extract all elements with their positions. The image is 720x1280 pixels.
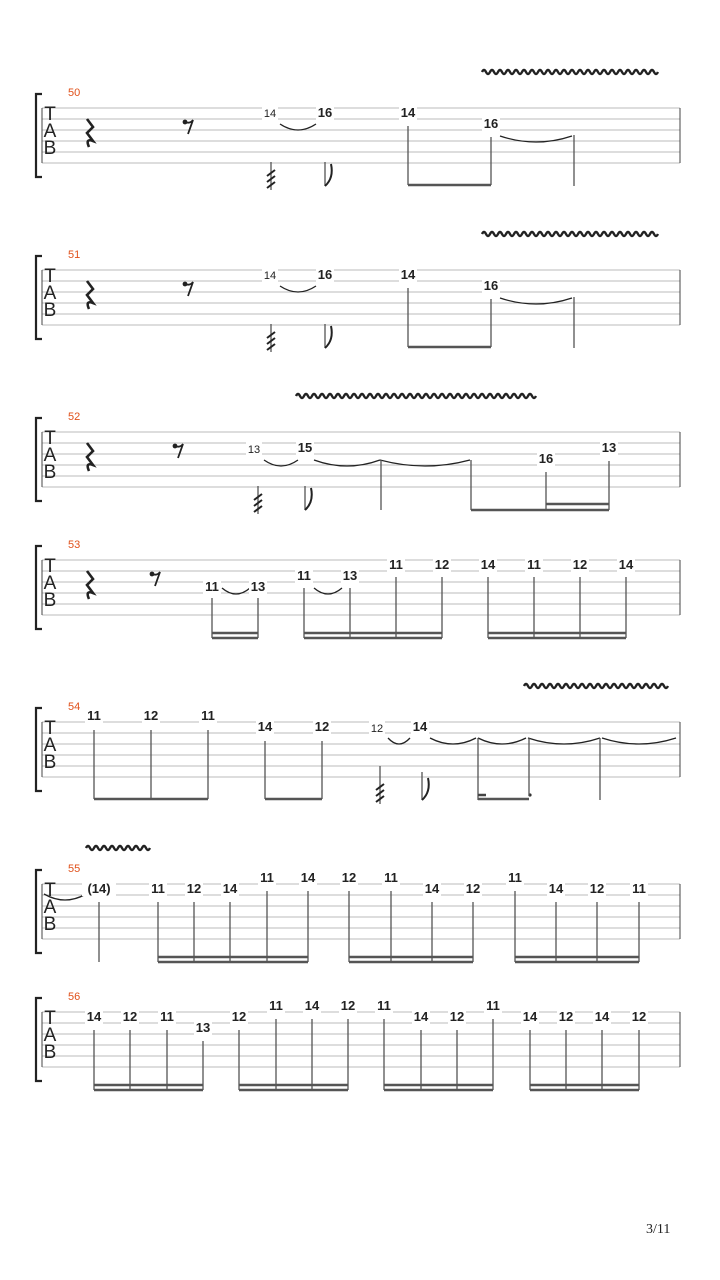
fret-number: 11 — [297, 568, 311, 583]
note-flag — [325, 326, 332, 348]
fret-number: 12 — [631, 1009, 647, 1024]
fret-number: 14 — [412, 719, 428, 734]
fret-number: 13 — [195, 1020, 211, 1035]
fret-number: 13 — [342, 568, 358, 583]
tab-clef-letter: A — [43, 735, 57, 756]
fret-number: 12 — [143, 708, 159, 723]
tie — [388, 738, 410, 744]
fret-number: 11 — [160, 1009, 174, 1024]
fret-number: 11 — [486, 998, 500, 1013]
fret-number: 14 — [413, 1009, 429, 1024]
tab-clef-letter: A — [43, 1025, 57, 1046]
fret-number: 12 — [122, 1009, 138, 1024]
fret-number: 11 — [87, 708, 101, 723]
note-flag — [325, 164, 332, 186]
eighth-rest — [152, 572, 160, 586]
fret-number: 14 — [300, 870, 316, 885]
tab-clef-letter: B — [43, 914, 57, 935]
system-bracket — [36, 546, 42, 629]
fret-number: 15 — [297, 440, 313, 455]
fret-number: 13 — [247, 444, 261, 456]
tie — [602, 738, 676, 744]
vibrato-marking — [482, 70, 658, 74]
tab-clef-letter: T — [44, 1008, 56, 1029]
fret-number: 11 — [201, 708, 215, 723]
fret-number: 12 — [370, 723, 384, 735]
fret-number: 14 — [263, 270, 277, 282]
tab-clef-letter: B — [43, 752, 57, 773]
fret-number: 14 — [400, 267, 416, 282]
tab-clef-letter: T — [44, 428, 56, 449]
fret-number: 11 — [508, 870, 522, 885]
staff-system-53 — [36, 539, 680, 638]
fret-number: 12 — [589, 881, 605, 896]
system-bracket — [36, 256, 42, 339]
note-flag — [305, 488, 312, 510]
fret-number: 12 — [572, 557, 588, 572]
vibrato-marking — [296, 394, 536, 398]
tab-clef-letter: A — [43, 283, 57, 304]
fret-number: 16 — [317, 267, 333, 282]
tab-clef-letter: A — [43, 121, 57, 142]
fret-number: 11 — [377, 998, 391, 1013]
system-bracket — [36, 94, 42, 177]
fret-number: 12 — [186, 881, 202, 896]
tab-clef-letter: A — [43, 573, 57, 594]
fret-number: 12 — [449, 1009, 465, 1024]
fret-number: 11 — [384, 870, 398, 885]
page-number: 3/11 — [646, 1222, 671, 1237]
tab-clef-letter: T — [44, 880, 56, 901]
tie — [280, 286, 316, 292]
quarter-rest — [87, 571, 93, 599]
tab-clef-letter: A — [43, 445, 57, 466]
tab-clef-letter: B — [43, 1042, 57, 1063]
fret-number: 11 — [527, 557, 541, 572]
measure-number: 52 — [68, 411, 81, 423]
fret-number: (14) — [87, 881, 111, 896]
fret-number: 14 — [424, 881, 440, 896]
measure-number: 50 — [68, 87, 81, 99]
fret-number: 16 — [483, 278, 499, 293]
tab-clef-letter: T — [44, 556, 56, 577]
system-bracket — [36, 998, 42, 1081]
fret-number: 12 — [341, 870, 357, 885]
vibrato-marking — [482, 232, 658, 236]
fret-number: 12 — [434, 557, 450, 572]
fret-number: 16 — [317, 105, 333, 120]
staff-system-51 — [36, 249, 680, 352]
fret-number: 12 — [231, 1009, 247, 1024]
fret-number: 11 — [151, 881, 165, 896]
measure-number: 55 — [68, 863, 81, 875]
vibrato-marking — [524, 684, 668, 688]
fret-number: 14 — [400, 105, 416, 120]
fret-number: 13 — [250, 579, 266, 594]
fret-number: 14 — [480, 557, 496, 572]
fret-number: 11 — [389, 557, 403, 572]
fret-number: 14 — [222, 881, 238, 896]
fret-number: 14 — [618, 557, 634, 572]
fret-number: 13 — [601, 440, 617, 455]
fret-number: 11 — [269, 998, 283, 1013]
measure-number: 53 — [68, 539, 81, 551]
fret-number: 14 — [257, 719, 273, 734]
fret-number: 12 — [558, 1009, 574, 1024]
tab-clef-letter: T — [44, 104, 56, 125]
fret-number: 14 — [304, 998, 320, 1013]
quarter-rest — [87, 119, 93, 147]
staff-system-56 — [36, 991, 680, 1090]
vibrato-marking — [86, 846, 150, 850]
fret-number: 12 — [465, 881, 481, 896]
tab-clef-letter: T — [44, 718, 56, 739]
tie — [430, 738, 476, 744]
tab-clef-letter: B — [43, 590, 57, 611]
fret-number: 11 — [260, 870, 274, 885]
tab-clef-letter: B — [43, 462, 57, 483]
staff-system-50 — [36, 87, 680, 190]
measure-number: 54 — [68, 701, 81, 713]
system-bracket — [36, 418, 42, 501]
tab-clef-letter: T — [44, 266, 56, 287]
tab-clef-letter: B — [43, 300, 57, 321]
staff-system-52 — [36, 411, 680, 514]
system-bracket — [36, 708, 42, 791]
fret-number: 11 — [205, 579, 219, 594]
tie — [478, 738, 526, 744]
staff-system-55 — [36, 863, 680, 962]
note-flag — [422, 778, 429, 800]
quarter-rest — [87, 281, 93, 309]
system-bracket — [36, 870, 42, 953]
tab-clef-letter: B — [43, 138, 57, 159]
fret-number: 14 — [548, 881, 564, 896]
eighth-rest — [185, 120, 193, 134]
fret-number: 14 — [263, 108, 277, 120]
fret-number: 12 — [340, 998, 356, 1013]
measure-number: 56 — [68, 991, 81, 1003]
fret-number: 11 — [632, 881, 646, 896]
eighth-rest — [175, 444, 183, 458]
fret-number: 14 — [594, 1009, 610, 1024]
fret-number: 14 — [86, 1009, 102, 1024]
quarter-rest — [87, 443, 93, 471]
tie — [528, 738, 600, 744]
fret-number: 16 — [483, 116, 499, 131]
staff-system-54 — [36, 701, 680, 804]
measure-number: 51 — [68, 249, 81, 261]
fret-number: 16 — [538, 451, 554, 466]
tab-clef-letter: A — [43, 897, 57, 918]
eighth-rest — [185, 282, 193, 296]
tie — [280, 124, 316, 130]
fret-number: 14 — [522, 1009, 538, 1024]
fret-number: 12 — [314, 719, 330, 734]
